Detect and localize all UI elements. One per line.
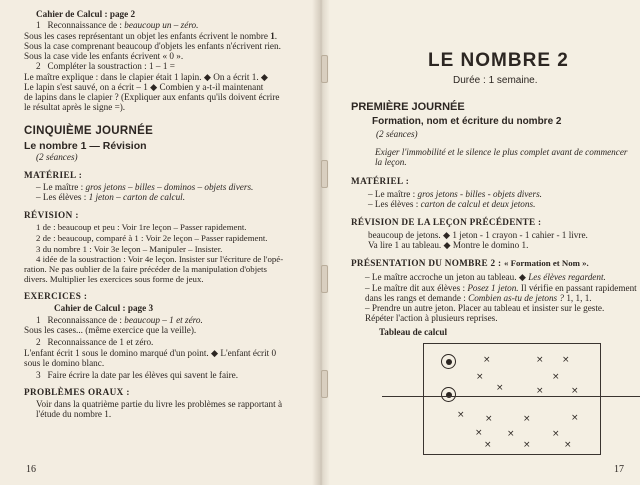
- text-line: – Le maître dit aux élèves : Posez 1 jeton. Il vérifie en passant rapidement: [365, 283, 637, 293]
- materiel-item: – Les élèves : carton de calcul et deux jetons.: [368, 199, 536, 209]
- text-line: Répéter l'action à plusieurs reprises.: [365, 313, 498, 323]
- instruction: Exiger l'immobilité et le silence le plus complet avant de commencer: [375, 147, 628, 157]
- binding-stitch: [321, 160, 328, 188]
- text-line: de lapins dans le clapier ? (Expliquer aux enfants qu'ils doivent écrire: [24, 92, 280, 102]
- materiel-item: – Le maître : gros jetons – billes – dominos – objets divers.: [36, 182, 254, 192]
- duration: Durée : 1 semaine.: [453, 75, 538, 86]
- cross-mark: ×: [523, 440, 531, 450]
- revision-item: 3 du nombre 1 : Voir 3e leçon – Manipuler – Insister.: [36, 244, 223, 254]
- cahier-header: Cahier de Calcul : page 3: [54, 303, 154, 313]
- exercise-1: 1 Reconnaissance de : beaucoup un – zéro.: [36, 20, 199, 30]
- section-materiel: MATÉRIEL :: [351, 176, 410, 186]
- right-page: [320, 0, 640, 485]
- binding-stitch: [321, 265, 328, 293]
- text-line: Sous les cases représentant un objet les enfants écrivent le nombre 1.: [24, 31, 278, 41]
- text-line: sous le domino blanc.: [24, 358, 105, 368]
- text-line: dans les rangs et demande : Combien as-tu de jetons ? 1, 1, 1.: [365, 293, 592, 303]
- cross-mark: ×: [564, 440, 572, 450]
- text-line: Le lapin s'est sauvé, on a écrit – 1 ◆ Combien y a-t-il maintenant: [24, 82, 264, 92]
- materiel-item: – Le maître : gros jetons - billes - objets divers.: [368, 189, 542, 199]
- revision-item: ration. Ne pas oublier de la faire précéder de la manipulation d'objets: [24, 264, 267, 274]
- text-line: Va lire 1 au tableau. ◆ Montre le domino 1.: [368, 240, 529, 250]
- materiel-item: – Les élèves : 1 jeton – carton de calcul.: [36, 192, 186, 202]
- day-heading: PREMIÈRE JOURNÉE: [351, 101, 465, 113]
- page-number: 17: [614, 464, 624, 475]
- text-line: le résultat après le signe =).: [24, 102, 126, 112]
- section-exercices: EXERCICES :: [24, 291, 88, 301]
- cross-mark: ×: [485, 414, 493, 424]
- cross-mark: ×: [484, 440, 492, 450]
- text-line: Sous la case comprenant beaucoup d'objets les enfants n'écrivent rien.: [24, 41, 281, 51]
- text-line: l'étude du nombre 1.: [36, 409, 112, 419]
- section-presentation: PRÉSENTATION DU NOMBRE 2 : « Formation et Nom ».: [351, 258, 589, 268]
- tableau-caption: Tableau de calcul: [379, 327, 448, 337]
- exercise-2: 2 Compléter la soustraction : 1 – 1 =: [36, 61, 175, 71]
- sessions-note: (2 séances): [376, 129, 418, 139]
- cross-mark: ×: [476, 372, 484, 382]
- cross-mark: ×: [475, 428, 483, 438]
- cross-mark: ×: [457, 410, 465, 420]
- cross-mark: ×: [483, 355, 491, 365]
- exercise-3: 3 Faire écrire la date par les élèves qui savent le faire.: [36, 370, 239, 380]
- cahier-header: Cahier de Calcul : page 2: [36, 9, 136, 19]
- lesson-title: Formation, nom et écriture du nombre 2: [372, 116, 562, 127]
- cross-mark: ×: [552, 429, 560, 439]
- calculation-board: [423, 343, 601, 455]
- cross-mark: ×: [552, 372, 560, 382]
- chapter-title: LE NOMBRE 2: [428, 50, 569, 71]
- sessions-note: (2 séances): [36, 152, 78, 162]
- lesson-title: Le nombre 1 — Révision: [24, 140, 147, 152]
- day-heading: CINQUIÈME JOURNÉE: [24, 125, 154, 137]
- cross-mark: ×: [571, 386, 579, 396]
- text-line: – Le maître accroche un jeton au tableau. ◆ Les élèves regardent.: [365, 272, 606, 282]
- revision-item: 1 de : beaucoup et peu : Voir 1re leçon – Passer rapidement.: [36, 222, 247, 232]
- binding-stitch: [321, 370, 328, 398]
- cross-mark: ×: [496, 383, 504, 393]
- token-circle-icon: [441, 387, 456, 402]
- text-line: Sous les cases... (même exercice que la veille).: [24, 325, 197, 335]
- cross-mark: ×: [523, 414, 531, 424]
- revision-item: 4 idée de la soustraction : Voir 4e leçon. Insister sur l'écriture de l'opé-: [36, 254, 284, 264]
- section-revision: RÉVISION DE LA LEÇON PRÉCÉDENTE :: [351, 217, 542, 227]
- text-line: Voir dans la quatrième partie du livre les problèmes se rapportant à: [36, 399, 283, 409]
- exercise-2: 2 Reconnaissance de 1 et zéro.: [36, 337, 154, 347]
- text-line: – Prendre un autre jeton. Placer au tableau et insister sur le geste.: [365, 303, 605, 313]
- section-problemes: PROBLÈMES ORAUX :: [24, 387, 130, 397]
- token-circle-icon: [441, 354, 456, 369]
- cross-mark: ×: [536, 355, 544, 365]
- revision-item: divers. Multiplier les exercices sous forme de jeux.: [24, 274, 204, 284]
- text-line: Le maître explique : dans le clapier était 1 lapin. ◆ On a écrit 1. ◆: [24, 72, 268, 82]
- text-line: L'enfant écrit 1 sous le domino marqué d'un point. ◆ L'enfant écrit 0: [24, 348, 277, 358]
- page-number: 16: [26, 464, 36, 475]
- revision-item: 2 de : beaucoup, comparé à 1 : Voir 2e leçon – Passer rapidement.: [36, 233, 268, 243]
- cross-mark: ×: [562, 355, 570, 365]
- text-line: Sous la case vide les enfants écrivent « 0 ».: [24, 51, 184, 61]
- section-materiel: MATÉRIEL :: [24, 170, 83, 180]
- binding-stitch: [321, 55, 328, 83]
- cross-mark: ×: [571, 413, 579, 423]
- exercise-1: 1 Reconnaissance de : beaucoup – 1 et zéro.: [36, 315, 203, 325]
- divider-line: [382, 396, 640, 397]
- cross-mark: ×: [536, 386, 544, 396]
- instruction: la leçon.: [375, 157, 407, 167]
- cross-mark: ×: [507, 429, 515, 439]
- section-revision: RÉVISION :: [24, 210, 79, 220]
- text-line: beaucoup de jetons. ◆ 1 jeton - 1 crayon - 1 cahier - 1 livre.: [368, 230, 588, 240]
